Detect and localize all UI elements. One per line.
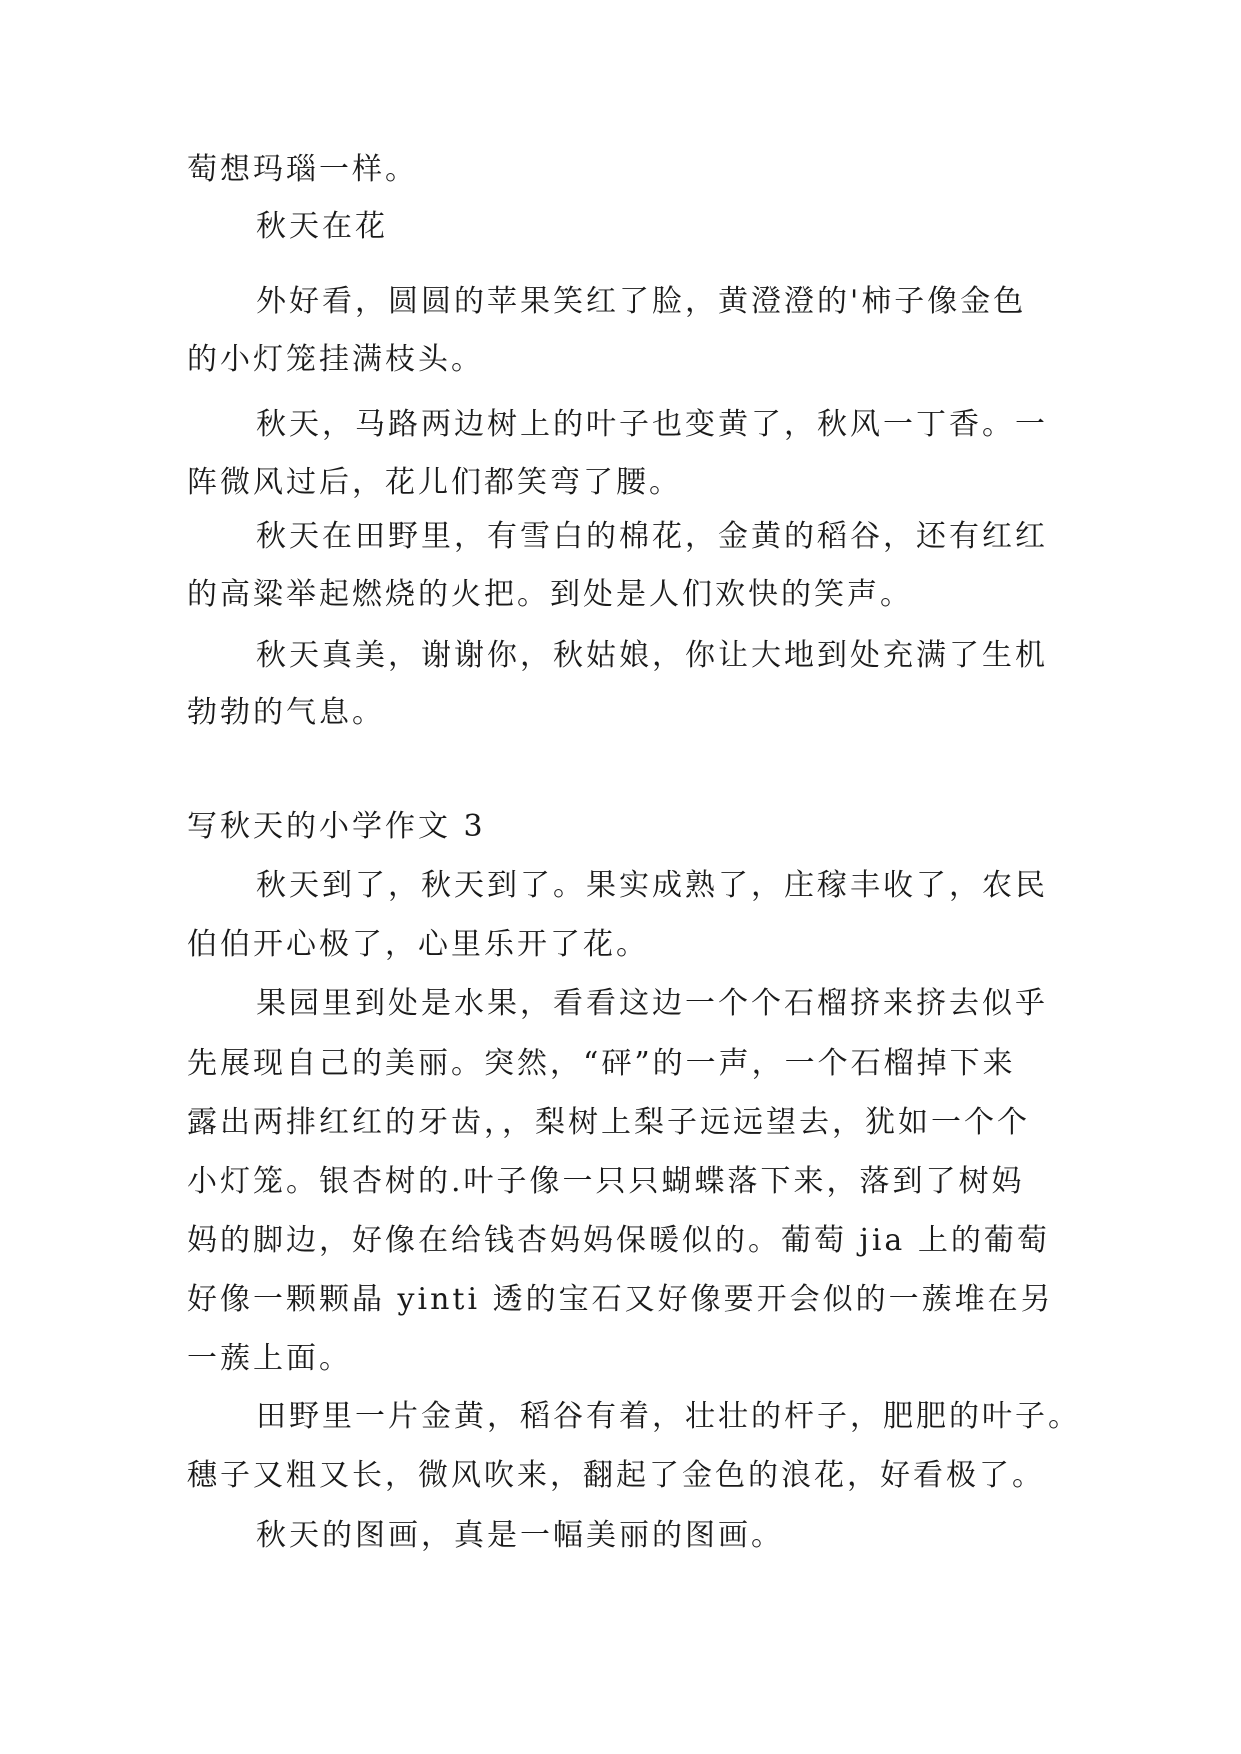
text-line: 先展现自己的美丽。突然，“砰”的一声，一个石榴掉下来 <box>187 1046 1016 1081</box>
text-line: 一蔟上面。 <box>187 1341 352 1376</box>
text-line: 秋天的图画，真是一幅美丽的图画。 <box>256 1518 784 1553</box>
text-line: 的小灯笼挂满枝头。 <box>187 342 484 377</box>
text-line: 秋天到了，秋天到了。果实成熟了，庄稼丰收了，农民 <box>256 868 1048 903</box>
text-line: 秋天在花 <box>256 209 388 244</box>
text-line: 露出两排红红的牙齿，，梨树上梨子远远望去，犹如一个个 <box>187 1105 1030 1140</box>
text-line: 好像一颗颗晶 yinti 透的宝石又好像要开会似的一蔟堆在另 <box>187 1282 1054 1317</box>
text-line: 勃勃的气息。 <box>187 695 385 730</box>
text-line: 外好看，圆圆的苹果笑红了脸，黄澄澄的'柿子像金色 <box>256 284 1027 319</box>
text-line: 穗子又粗又长，微风吹来，翻起了金色的浪花，好看极了。 <box>187 1458 1045 1493</box>
text-line: 阵微风过后，花儿们都笑弯了腰。 <box>187 465 682 500</box>
text-line: 秋天在田野里，有雪白的棉花，金黄的稻谷，还有红红 <box>256 519 1048 554</box>
section-heading: 写秋天的小学作文 3 <box>187 809 486 844</box>
text-line: 的高粱举起燃烧的火把。到处是人们欢快的笑声。 <box>187 577 913 612</box>
text-line: 萄想玛瑙一样。 <box>187 152 418 187</box>
text-line: 田野里一片金黄，稻谷有着，壮壮的杆子，肥肥的叶子。 <box>256 1399 1081 1434</box>
text-line: 秋天真美，谢谢你，秋姑娘，你让大地到处充满了生机 <box>256 638 1048 673</box>
text-line: 妈的脚边，好像在给钱杏妈妈保暖似的。葡萄 jia 上的葡萄 <box>187 1223 1050 1258</box>
text-line: 果园里到处是水果，看看这边一个个石榴挤来挤去似乎 <box>256 986 1048 1021</box>
text-line: 小灯笼。银杏树的.叶子像一只只蝴蝶落下来，落到了树妈 <box>187 1164 1025 1199</box>
text-line: 伯伯开心极了，心里乐开了花。 <box>187 927 649 962</box>
text-line: 秋天，马路两边树上的叶子也变黄了，秋风一丁香。一 <box>256 407 1048 442</box>
